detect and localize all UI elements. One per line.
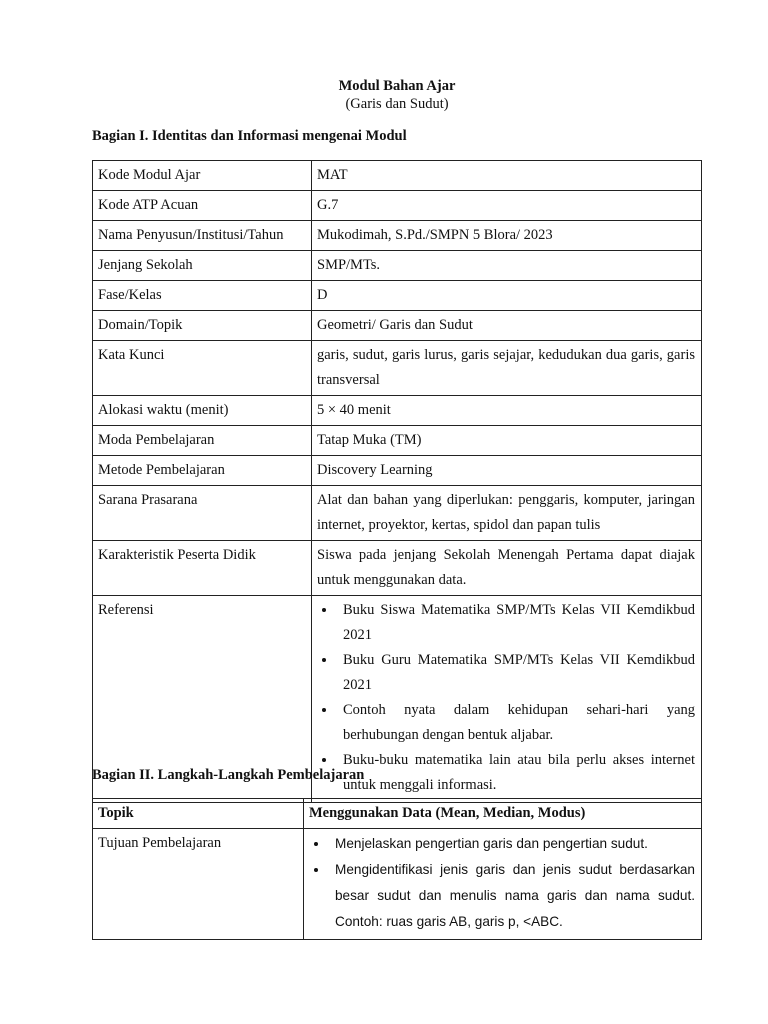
table-row bbox=[93, 456, 702, 486]
row-label: Karakteristik Peserta Didik bbox=[93, 541, 312, 596]
document-title: Modul Bahan Ajar bbox=[338, 78, 456, 94]
row-label: Kode ATP Acuan bbox=[93, 191, 312, 221]
tujuan-value bbox=[304, 829, 702, 940]
row-value: G.7 bbox=[312, 191, 702, 221]
tujuan-list bbox=[309, 831, 695, 935]
row-value: Siswa pada jenjang Sekolah Menengah Pertama dapat diajak untuk menggunakan data. bbox=[312, 541, 702, 596]
row-label: Domain/Topik bbox=[93, 311, 312, 341]
row-label: Sarana Prasarana bbox=[93, 486, 312, 541]
learning-steps-table bbox=[92, 798, 702, 940]
row-value: D bbox=[312, 281, 702, 311]
row-value: Alat dan bahan yang diperlukan: penggaris, komputer, jaringan internet, proyektor, kertas, spidol dan papan tulis bbox=[312, 486, 702, 541]
table-row bbox=[93, 191, 702, 221]
row-label: Referensi bbox=[93, 596, 312, 803]
row-value: Mukodimah, S.Pd./SMPN 5 Blora/ 2023 bbox=[312, 221, 702, 251]
table-row bbox=[93, 396, 702, 426]
row-label: Alokasi waktu (menit) bbox=[93, 396, 312, 426]
table-row bbox=[93, 829, 702, 940]
row-label: Kode Modul Ajar bbox=[93, 161, 312, 191]
document-subtitle: (Garis dan Sudut) bbox=[345, 96, 449, 112]
row-value: Tatap Muka (TM) bbox=[312, 426, 702, 456]
table-row bbox=[93, 486, 702, 541]
row-label: Fase/Kelas bbox=[93, 281, 312, 311]
module-identity-table bbox=[92, 160, 702, 803]
row-value: Geometri/ Garis dan Sudut bbox=[312, 311, 702, 341]
list-item: • Menjelaskan pengertian garis dan pengertian sudut. bbox=[329, 831, 695, 857]
table-row bbox=[93, 161, 702, 191]
section1-heading: Bagian I. Identitas dan Informasi mengenai Modul bbox=[92, 128, 407, 144]
row-label: Jenjang Sekolah bbox=[93, 251, 312, 281]
row-label: Nama Penyusun/Institusi/Tahun bbox=[93, 221, 312, 251]
row-label: Kata Kunci bbox=[93, 341, 312, 396]
row-value: garis, sudut, garis lurus, garis sejajar, kedudukan dua garis, garis transversal bbox=[312, 341, 702, 396]
list-item: • Contoh nyata dalam kehidupan sehari-hari yang berhubungan dengan bentuk aljabar. bbox=[337, 698, 695, 748]
table-row bbox=[93, 799, 702, 829]
topik-label: Topik bbox=[93, 799, 304, 829]
row-value: Discovery Learning bbox=[312, 456, 702, 486]
row-value: 5 × 40 menit bbox=[312, 396, 702, 426]
table-row bbox=[93, 251, 702, 281]
row-label: Metode Pembelajaran bbox=[93, 456, 312, 486]
table-row bbox=[93, 426, 702, 456]
table-row bbox=[93, 221, 702, 251]
referensi-list bbox=[317, 598, 695, 798]
row-value: MAT bbox=[312, 161, 702, 191]
list-item: • Buku-buku matematika lain atau bila perlu akses internet untuk menggali informasi. bbox=[337, 748, 695, 798]
list-item: • Buku Siswa Matematika SMP/MTs Kelas VII Kemdikbud 2021 bbox=[337, 598, 695, 648]
row-label: Moda Pembelajaran bbox=[93, 426, 312, 456]
row-value bbox=[312, 596, 702, 803]
table-row bbox=[93, 541, 702, 596]
tujuan-label: Tujuan Pembelajaran bbox=[93, 829, 304, 940]
row-value: SMP/MTs. bbox=[312, 251, 702, 281]
topik-value: Menggunakan Data (Mean, Median, Modus) bbox=[304, 799, 702, 829]
table-row bbox=[93, 281, 702, 311]
table-row bbox=[93, 311, 702, 341]
list-item: • Buku Guru Matematika SMP/MTs Kelas VII Kemdikbud 2021 bbox=[337, 648, 695, 698]
table-row bbox=[93, 341, 702, 396]
list-item: • Mengidentifikasi jenis garis dan jenis sudut berdasarkan besar sudut dan menulis nama garis dan nama sudut. Contoh: ruas garis AB, garis p, <ABC. bbox=[329, 857, 695, 935]
section2-heading: Bagian II. Langkah-Langkah Pembelajaran bbox=[92, 767, 365, 783]
